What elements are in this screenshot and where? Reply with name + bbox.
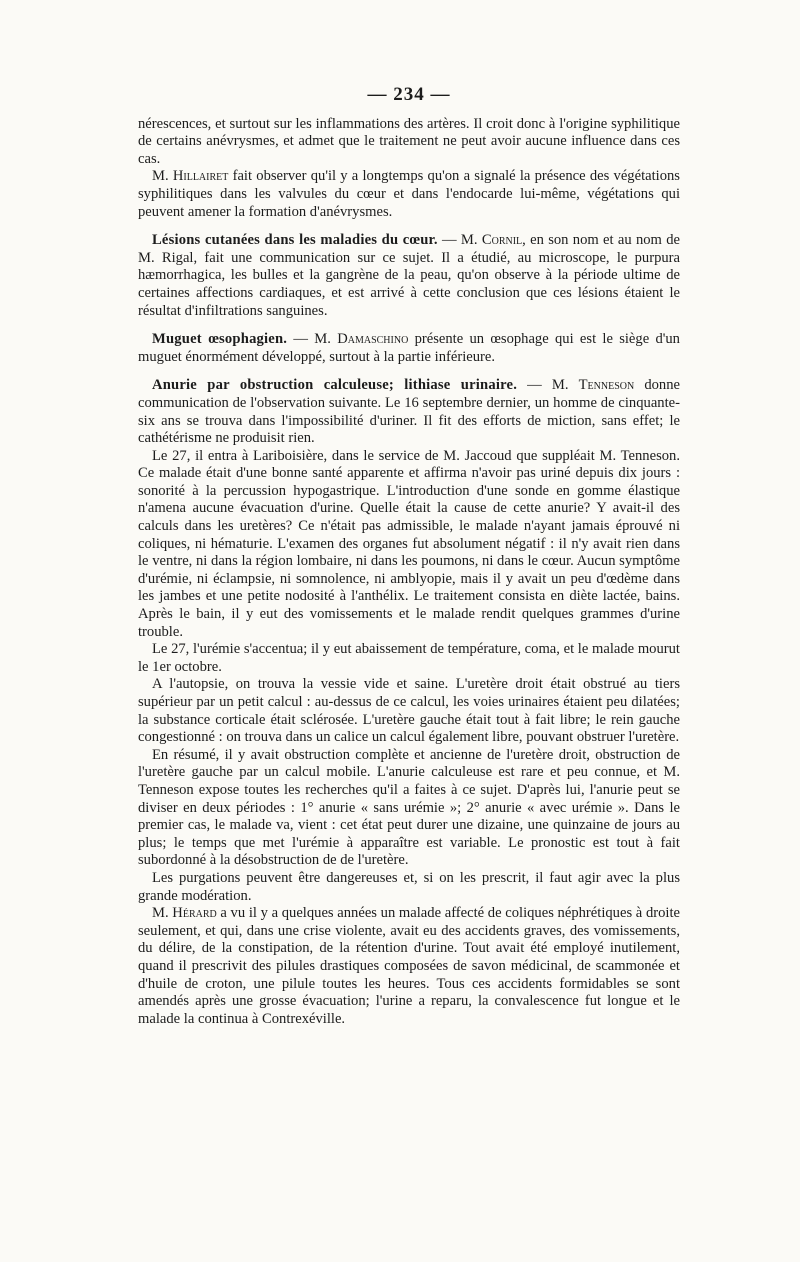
section-lesions-cutanees: [138, 232, 680, 320]
section-dash: — M.: [517, 377, 579, 394]
paragraph-text: donne communication de l'observation suivante. Le 16 septembre dernier, un homme de cinquante-six ans se trouva dans l'impossibilité d'uriner. Il fit des efforts de miction, sans effet; le cathétérisme ne produisit rien.: [138, 377, 680, 447]
herard-paragraph: [138, 905, 680, 1028]
page-number: — 234 —: [367, 84, 451, 105]
section-muguet: [138, 331, 680, 366]
section-heading: Anurie par obstruction calculeuse; lithiase urinaire.: [152, 377, 518, 394]
section-heading: Lésions cutanées dans les maladies du cœur.: [152, 232, 438, 249]
paragraph-text: , en son nom et au nom de M. Rigal, fait une communication sur ce sujet. Il a étudié, au microscope, le purpura hæmorrhagica, les bulles et la gangrène de la peau, qu'on observe à la période ultime de certaines affections cardiaques, et est arrivé à cette conclusion que ces lésions étaient le résultat d'infiltrations sanguines.: [138, 232, 680, 319]
document-page: [138, 86, 680, 1028]
body-paragraph: Le 27, l'urémie s'accentua; il y eut abaissement de température, coma, et le malade mourut le 1er octobre.: [138, 641, 680, 675]
section-anurie: [138, 377, 680, 447]
section-dash: — M.: [287, 331, 338, 348]
speaker-name: Tenneson: [578, 377, 635, 394]
body-paragraph: En résumé, il y avait obstruction complète et ancienne de l'uretère droit, obstruction de l'uretère gauche par un calcul mobile. L'anurie calculeuse est rare et peu connue, et M. Tenneson expose toutes les recherches qu'il a faites à ce sujet. D'après lui, l'anurie peut se diviser en deux périodes : 1° anurie « sans urémie »; 2° anurie « avec urémie ». Dans le premier cas, le malade va, vient : cet état peut durer une dizaine, une quinzaine de jours au plus; le temps que met l'urémie à apparaître est variable. Le pronostic est tout à fait subordonné à la désobstruction de de l'uretère.: [138, 746, 680, 869]
paragraph-text: présente un œsophage qui est le siège d'un muguet énormément développé, surtout à la partie inférieure.: [138, 331, 680, 365]
speaker-name: M. Hérard: [152, 905, 217, 922]
paragraph-text: fait observer qu'il y a longtemps qu'on a signalé la présence des végétations syphilitiques dans les valvules du cœur et dans l'endocarde lui-même, végétations qui peuvent amener la formation d'anévrysmes.: [138, 168, 680, 220]
hillairet-paragraph: [138, 168, 680, 221]
body-paragraph: Les purgations peuvent être dangereuses et, si on les prescrit, il faut agir avec la plus grande modération.: [138, 869, 680, 904]
speaker-name: M. Hillairet: [152, 168, 229, 185]
section-heading: Muguet œsophagien.: [152, 331, 288, 348]
intro-paragraph: nérescences, et surtout sur les inflammations des artères. Il croit donc à l'origine syphilitique de certains anévrysmes, et admet que le traitement ne peut avoir aucune influence dans ces cas.: [138, 115, 680, 167]
body-paragraph: Le 27, il entra à Lariboisière, dans le service de M. Jaccoud que suppléait M. Tenneson. Ce malade était d'une bonne santé apparente et affirma n'avoir pas uriné depuis dix jours : sonorité à la percussion hypogastrique. L'introduction d'une sonde en gomme élastique n'amena aucune évacuation d'urine. Quelle était la cause de cette anurie? Y avait-il des calculs dans les uretères? Ce n'était pas admissible, le malade n'ayant jamais éprouvé ni coliques, ni hématurie. L'examen des organes fut absolument négatif : il n'y avait rien dans le ventre, ni dans la région lombaire, ni dans les poumons, ni dans le cœur. Aucun symptôme d'urémie, ni éclampsie, ni somnolence, ni amblyopie, mais il y avait un peu d'œdème dans les jambes et une petite nodosité à l'anthélix. Le traitement consista en diète lactée, bains. Après le bain, il y eut des vomissements et le malade rendit quelques grammes d'urine trouble.: [138, 447, 680, 640]
paragraph-text: a vu il y a quelques années un malade affecté de coliques néphrétiques à droite seulement, et qui, dans une crise violente, avait eu des accidents graves, des vomissements, du délire, de la constipation, de la rétention d'urine. Tout avait été employé inutilement, quand il prescrivit des pilules drastiques composées de savon médicinal, de scammonée et d'huile de croton, une pilule toutes les heures. Tous ces accidents formidables se sont amendés après une grosse évacuation; l'urine a reparu, la convalescence fut longue et le malade la continua à Contrexéville.: [138, 905, 680, 1027]
speaker-name: Cornil: [481, 232, 523, 249]
speaker-name: Damaschino: [337, 331, 409, 348]
body-paragraph: A l'autopsie, on trouva la vessie vide et saine. L'uretère droit était obstrué au tiers supérieur par un petit calcul : au-dessus de ce calcul, les voies urinaires étaient peu dilatées; la substance corticale était sclérosée. L'uretère gauche était tout à fait libre; le rein gauche congestionné : on trouva dans un calice un calcul également libre, pouvant obstruer l'uretère.: [138, 676, 680, 746]
section-dash: — M.: [437, 232, 482, 249]
